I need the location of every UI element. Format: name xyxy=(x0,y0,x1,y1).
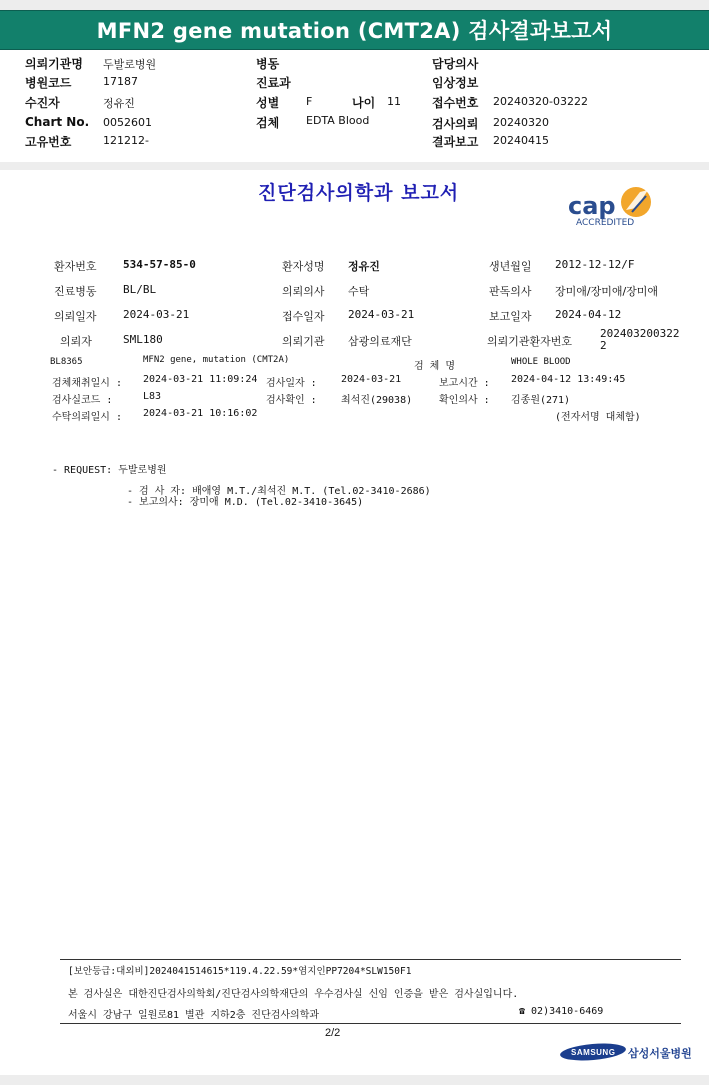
header-label: 접수번호 xyxy=(432,96,479,110)
header-value: 20240320-03222 xyxy=(493,95,588,108)
patient-value: 202403200322 xyxy=(600,327,680,340)
patient-label: 의뢰기관 xyxy=(282,335,325,348)
header-label: 나이 xyxy=(352,96,376,110)
header-label: 고유번호 xyxy=(25,135,72,149)
phone-line: ☎ 02)3410-6469 xyxy=(519,1006,604,1017)
patient-value: 삼광의료재단 xyxy=(348,335,412,348)
header-label: 수진자 xyxy=(25,96,60,110)
header-label: 진료과 xyxy=(256,76,291,90)
patient-value: 2024-03-21 xyxy=(123,308,190,321)
patient-value: 수탁 xyxy=(348,285,370,298)
patient-label: 의뢰일자 xyxy=(54,310,97,323)
header-label: 병원코드 xyxy=(25,76,72,90)
header-value: 두발로병원 xyxy=(103,58,157,71)
header-value: F xyxy=(306,95,313,108)
doctor-value: 김종원(271) xyxy=(511,395,571,406)
confirm-label: 검사확인 : xyxy=(266,395,317,406)
header-value: 121212- xyxy=(103,134,149,147)
header-label: Chart No. xyxy=(25,115,90,129)
patient-label: 접수일자 xyxy=(282,310,325,323)
reporttime-label: 보고시간 : xyxy=(439,378,490,389)
patient-value: BL/BL xyxy=(123,283,157,296)
testdate-label: 검사일자 : xyxy=(266,378,317,389)
header-label: 검체 xyxy=(256,116,280,130)
patient-label: 진료병동 xyxy=(54,285,97,298)
header-value: EDTA Blood xyxy=(306,114,370,127)
confirm-value: 최석진(29038) xyxy=(341,395,413,406)
collect-value: 2024-03-21 11:09:24 xyxy=(143,374,258,385)
patient-label: 의뢰기관환자번호 xyxy=(487,335,573,348)
outsourced-label: 수탁의뢰일시 : xyxy=(52,412,123,423)
patient-value: SML180 xyxy=(123,333,163,346)
report-title-bar xyxy=(0,10,709,50)
cap-accredited-logo xyxy=(566,184,666,228)
tester-line: - 검 사 자: 배애영 M.T./최석진 M.T. (Tel.02-3410-2686) xyxy=(127,486,431,497)
samsung-wordmark: SAMSUNG xyxy=(570,1047,616,1057)
report-title: MFN2 gene mutation (CMT2A) 검사결과보고서 xyxy=(96,19,613,43)
patient-value: 2024-04-12 xyxy=(555,308,622,321)
patient-name: 정유진 xyxy=(348,260,380,273)
patient-label: 판독의사 xyxy=(489,285,532,298)
reporter-line: - 보고의사: 장미애 M.D. (Tel.02-3410-3645) xyxy=(127,497,364,508)
header-label: 성별 xyxy=(256,96,280,110)
header-value: 11 xyxy=(387,95,401,108)
header-value: 17187 xyxy=(103,75,138,88)
samsung-logo xyxy=(559,1041,626,1063)
page-number: 2/2 xyxy=(325,1027,341,1039)
lab-label: 검사실코드 : xyxy=(52,395,113,406)
reporttime-value: 2024-04-12 13:49:45 xyxy=(511,374,626,385)
patient-label: 환자번호 xyxy=(54,260,97,273)
patient-label: 의뢰자 xyxy=(60,335,92,348)
testdate-value: 2024-03-21 xyxy=(341,374,402,385)
patient-label: 보고일자 xyxy=(489,310,532,323)
specimen-value: WHOLE BLOOD xyxy=(511,357,571,367)
esign-note: (전자서명 대체함) xyxy=(555,412,641,423)
security-line: [보안등급:대외비]2024041514615*119.4.22.59*염지인PP7204*SLW150F1 xyxy=(68,966,412,977)
doctor-label: 확인의사 : xyxy=(439,395,490,406)
cap-accredited-text: ACCREDITED xyxy=(576,218,635,228)
patient-label: 생년월일 xyxy=(489,260,532,273)
test-name: MFN2 gene, mutation (CMT2A) xyxy=(143,355,290,365)
outsourced-value: 2024-03-21 10:16:02 xyxy=(143,408,258,419)
cap-logo-icon xyxy=(566,184,666,228)
request-line: - REQUEST: 두발로병원 xyxy=(52,465,167,476)
header-label: 담당의사 xyxy=(432,57,479,71)
report-sheet xyxy=(0,170,709,1075)
patient-id: 534-57-85-0 xyxy=(123,258,196,271)
patient-value: 장미애/장미애/장미애 xyxy=(555,285,659,298)
header-info xyxy=(0,50,709,162)
footer-divider xyxy=(60,959,681,960)
patient-value: 2012-12-12/F xyxy=(555,258,635,271)
address-line: 서울시 강남구 일원로81 별관 지하2층 진단검사의학과 xyxy=(68,1010,320,1021)
header-label: 검사의뢰 xyxy=(432,117,479,131)
header-label: 결과보고 xyxy=(432,135,479,149)
header-label: 임상정보 xyxy=(432,76,479,90)
header-value: 20240415 xyxy=(493,134,549,147)
patient-value: 2 xyxy=(600,339,607,352)
header-label: 병동 xyxy=(256,57,280,71)
certification-line: 본 검사실은 대한진단검사의학회/진단검사의학재단의 우수검사실 신임 인증을 받은 검사실입니다. xyxy=(68,989,519,1000)
hospital-name: 삼성서울병원 xyxy=(628,1047,692,1060)
lab-value: L83 xyxy=(143,391,162,402)
test-code: BL8365 xyxy=(50,357,83,367)
collect-label: 검체채취일시 : xyxy=(52,378,123,389)
header-value: 20240320 xyxy=(493,116,549,129)
section-title: 진단검사의학과 보고서 xyxy=(258,182,460,204)
patient-value: 2024-03-21 xyxy=(348,308,415,321)
cap-word: cap xyxy=(568,192,616,220)
footer-divider xyxy=(60,1023,681,1024)
header-value: 정유진 xyxy=(103,97,135,110)
header-value: 0052601 xyxy=(103,116,152,129)
specimen-label: 검 체 명 xyxy=(414,361,456,372)
patient-label: 환자성명 xyxy=(282,260,325,273)
patient-label: 의뢰의사 xyxy=(282,285,325,298)
header-label: 의뢰기관명 xyxy=(25,57,83,71)
samsung-hospital-logo xyxy=(560,1042,690,1062)
